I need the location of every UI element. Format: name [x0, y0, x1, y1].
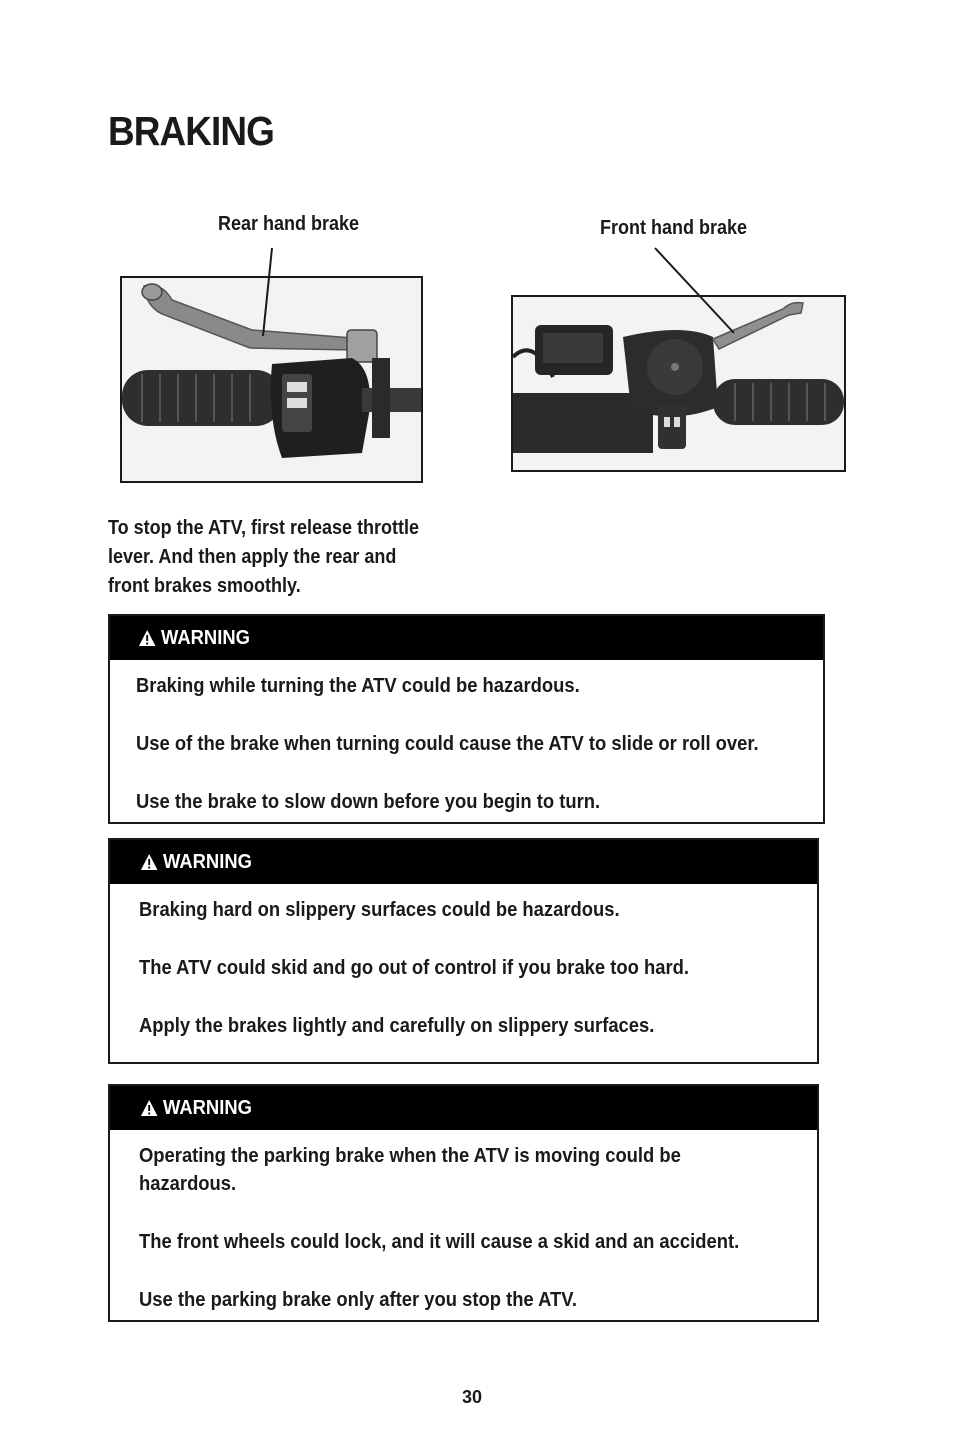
warning-label: WARNING [163, 850, 252, 873]
warning-line: Operating the parking brake when the ATV is moving could be hazardous. [139, 1145, 681, 1195]
warning-box-parking-brake [108, 1084, 819, 1322]
warning-line: Braking hard on slippery surfaces could be hazardous. [139, 899, 620, 921]
warning-line: Use the parking brake only after you stop the ATV. [139, 1289, 577, 1311]
warning-box-slippery [108, 838, 819, 1064]
warning-line: The ATV could skid and go out of control if you brake too hard. [139, 957, 689, 979]
page-title: BRAKING [108, 108, 274, 154]
rear-hand-brake-photo [120, 276, 423, 483]
warning-triangle-icon [140, 1099, 158, 1117]
warning-triangle-icon [138, 629, 156, 647]
warning-line: The front wheels could lock, and it will cause a skid and an accident. [139, 1231, 740, 1253]
front-hand-brake-label: Front hand brake [600, 217, 748, 239]
warning-line: Use of the brake when turning could cause the ATV to slide or roll over. [136, 733, 759, 755]
warning-header [110, 1086, 817, 1130]
warning-label: WARNING [161, 626, 250, 649]
warning-line: Use the brake to slow down before you begin to turn. [136, 791, 601, 813]
warning-triangle-icon [140, 853, 158, 871]
warning-header [110, 616, 823, 660]
warning-line: Braking while turning the ATV could be hazardous. [136, 675, 580, 697]
page-number: 30 [461, 1387, 483, 1407]
warning-header [110, 840, 817, 884]
rear-hand-brake-label: Rear hand brake [218, 213, 360, 235]
warning-label: WARNING [163, 1096, 252, 1119]
braking-instructions: To stop the ATV, first release throttle lever. And then apply the rear and front brakes smoothly. [108, 517, 420, 597]
front-hand-brake-photo [511, 295, 846, 472]
warning-box-turning [108, 614, 825, 824]
warning-line: Apply the brakes lightly and carefully on slippery surfaces. [139, 1015, 655, 1037]
